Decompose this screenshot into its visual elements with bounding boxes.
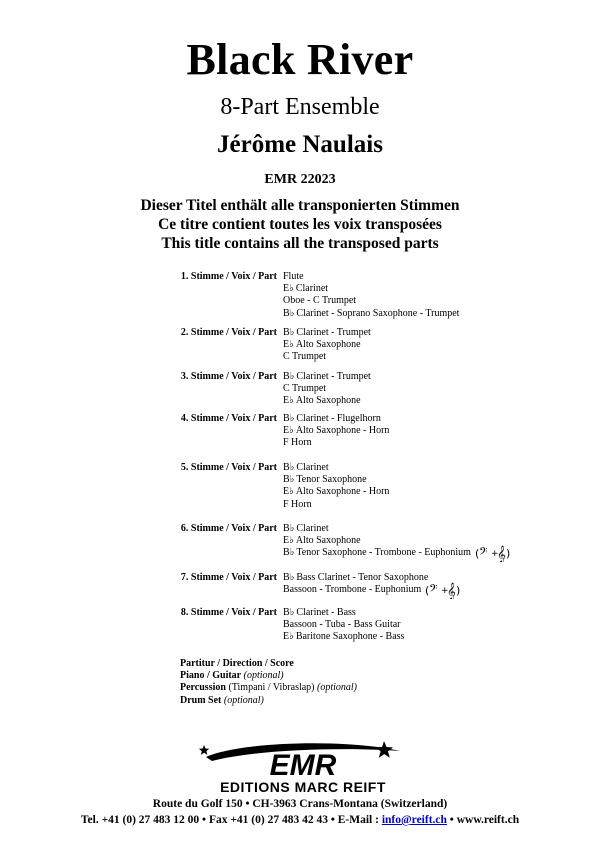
instrument-name: Bassoon - Tuba - Bass Guitar	[283, 619, 401, 631]
transposed-note-en: This title contains all the transposed parts	[161, 235, 439, 252]
instrument-name: Flute	[283, 271, 304, 282]
instrument-line	[283, 351, 371, 363]
svg-text:𝄢: 𝄢	[429, 583, 438, 599]
svg-text:𝄢: 𝄢	[478, 546, 488, 562]
piano-label: Piano / Guitar	[180, 670, 242, 682]
part-label: 3. Stimme / Voix / Part	[180, 371, 277, 382]
key-letter: E	[283, 339, 290, 351]
instrument-name: Bassoon - Trombone - Euphonium	[283, 584, 422, 596]
clef-icon	[475, 544, 511, 562]
part-label: 4. Stimme / Voix / Part	[180, 413, 277, 424]
flat-icon: ♭	[289, 607, 295, 618]
instrument-line	[283, 631, 404, 643]
svg-text:(: (	[425, 584, 430, 598]
flat-icon: ♭	[289, 283, 294, 295]
part-label: 5. Stimme / Voix / Part	[180, 462, 277, 473]
score-section	[180, 658, 357, 707]
instrument-name: Alto Saxophone	[295, 395, 361, 407]
instrument-name: C Trumpet	[283, 383, 327, 395]
instrument-line	[283, 295, 459, 307]
flat-icon: ♭	[289, 339, 294, 351]
svg-text:+: +	[490, 549, 499, 560]
instrument-name: Baritone Saxophone - Bass	[295, 631, 405, 643]
drums-label: Drum Set	[180, 694, 222, 706]
flat-icon: ♭	[289, 523, 295, 534]
part-label: 6. Stimme / Voix / Part	[180, 523, 277, 534]
instrument-line	[283, 545, 511, 563]
svg-text:(: (	[474, 547, 480, 561]
instrument-line	[283, 486, 389, 498]
instrument-name: Tenor Saxophone	[296, 474, 367, 486]
score-label: Partitur / Direction / Score	[180, 658, 294, 669]
piano-note: (optional)	[243, 670, 284, 682]
composer: Jérôme Naulais	[217, 131, 383, 158]
percussion-note: (optional)	[317, 682, 358, 694]
instrument-name: Alto Saxophone	[295, 339, 361, 351]
instrument-list	[283, 327, 371, 364]
bass-treble-clef-icon	[475, 544, 511, 562]
key-letter: E	[283, 631, 290, 643]
phone: Tel. +41 (0) 27 483 12 00	[80, 814, 200, 826]
instrument-name: F Horn	[283, 437, 312, 449]
svg-text:): )	[456, 584, 461, 598]
key-letter: E	[283, 486, 290, 498]
key-letter: B	[283, 371, 290, 382]
bass-treble-clef-icon	[425, 581, 461, 599]
key-letter: B	[283, 572, 290, 583]
logo-emr-text: EMR	[269, 749, 337, 782]
catalog-number: EMR 22023	[264, 172, 336, 187]
instrument-line	[283, 582, 461, 600]
flat-icon: ♭	[289, 307, 295, 319]
instrument-name: Clarinet - Bass	[296, 607, 356, 618]
email-link[interactable]: info@reift.ch	[381, 814, 447, 826]
key-letter: E	[283, 283, 290, 295]
instrument-line	[283, 383, 371, 395]
instrument-line	[283, 283, 459, 295]
flat-icon: ♭	[289, 572, 295, 583]
instrument-line	[283, 523, 511, 535]
svg-text:𝄞: 𝄞	[447, 582, 457, 600]
svg-text:): )	[505, 547, 511, 561]
publisher-contact: Tel. +41 (0) 27 483 12 00 • Fax +41 (0) 27 483 42 43 • E-Mail : info@reift.ch • www.reift.ch	[80, 814, 520, 826]
clef-icon	[425, 581, 461, 599]
transposed-note-fr: Ce titre contient toutes les voix transposées	[158, 216, 442, 233]
instrument-line	[283, 339, 371, 351]
flat-icon: ♭	[289, 462, 295, 473]
instrument-line	[283, 308, 459, 320]
instrument-name: Alto Saxophone - Horn	[295, 425, 390, 437]
percussion-row	[180, 682, 357, 694]
instrument-line	[283, 395, 371, 407]
instrument-name: Clarinet	[296, 523, 329, 534]
instrument-list	[283, 371, 371, 408]
key-letter: B	[283, 523, 290, 534]
flat-icon: ♭	[289, 371, 295, 382]
instrument-name: Tenor Saxophone - Trombone - Euphonium	[296, 547, 471, 559]
instrument-list	[283, 572, 461, 600]
instrument-line	[283, 371, 371, 383]
instrument-name: Oboe - C Trumpet	[283, 295, 357, 307]
instrument-line	[283, 437, 389, 449]
instrument-name: Clarinet - Soprano Saxophone - Trumpet	[296, 307, 460, 319]
logo-publisher-name: EDITIONS MARC REIFT	[220, 779, 386, 795]
instrument-name: Clarinet - Trumpet	[296, 371, 371, 382]
instrument-line	[283, 474, 389, 486]
flat-icon: ♭	[289, 425, 294, 437]
piano-row	[180, 670, 357, 682]
key-letter: E	[283, 425, 290, 437]
instrument-name: F Horn	[283, 498, 312, 510]
instrument-name: Clarinet - Flugelhorn	[296, 413, 381, 424]
key-letter: B	[283, 462, 290, 473]
drums-row	[180, 695, 357, 707]
flat-icon: ♭	[289, 547, 295, 559]
website[interactable]: www.reift.ch	[456, 814, 520, 826]
flat-icon: ♭	[289, 474, 295, 486]
fax: Fax +41 (0) 27 483 42 43	[208, 814, 328, 826]
percussion-label: Percussion	[180, 682, 226, 694]
instrument-line	[283, 271, 459, 283]
instrument-list	[283, 271, 459, 320]
svg-text:+: +	[441, 586, 449, 597]
subtitle: 8-Part Ensemble	[220, 94, 380, 120]
instrument-line	[283, 499, 389, 511]
svg-text:𝄞: 𝄞	[496, 545, 506, 563]
publisher-address: Route du Golf 150 • CH-3963 Crans-Montana (Switzerland)	[152, 798, 448, 810]
percussion-detail: (Timpani / Vibraslap)	[228, 682, 315, 694]
flat-icon: ♭	[289, 631, 294, 643]
part-label: 2. Stimme / Voix / Part	[180, 327, 277, 338]
drums-note: (optional)	[223, 694, 264, 706]
instrument-name: C Trumpet	[283, 351, 327, 363]
title: Black River	[186, 35, 414, 84]
flat-icon: ♭	[289, 486, 294, 498]
instrument-name: Clarinet - Trumpet	[296, 327, 371, 338]
flat-icon: ♭	[289, 395, 294, 407]
instrument-line	[283, 327, 371, 339]
key-letter: B	[283, 607, 290, 618]
instrument-line	[283, 607, 404, 619]
key-letter: B	[283, 474, 290, 486]
instrument-name: Clarinet	[296, 462, 329, 473]
instrument-line	[283, 425, 389, 437]
emr-logo	[198, 737, 408, 795]
instrument-line	[283, 413, 389, 425]
instrument-name: Clarinet	[295, 283, 329, 295]
instrument-name: Alto Saxophone - Horn	[295, 486, 390, 498]
key-letter: B	[283, 327, 290, 338]
score-row	[180, 658, 357, 670]
part-label: 7. Stimme / Voix / Part	[180, 572, 277, 583]
key-letter: E	[283, 395, 290, 407]
flat-icon: ♭	[289, 327, 295, 338]
part-label: 1. Stimme / Voix / Part	[180, 271, 277, 282]
part-label: 8. Stimme / Voix / Part	[180, 607, 277, 618]
key-letter: E	[283, 535, 290, 547]
flat-icon: ♭	[289, 535, 294, 547]
key-letter: B	[283, 307, 290, 319]
key-letter: B	[283, 547, 290, 559]
instrument-line	[283, 462, 389, 474]
instrument-list	[283, 523, 511, 563]
transposed-note-de: Dieser Titel enthält alle transponierten Stimmen	[140, 197, 460, 214]
instrument-name: Bass Clarinet - Tenor Saxophone	[296, 572, 429, 583]
key-letter: B	[283, 413, 290, 424]
instrument-list	[283, 607, 404, 644]
flat-icon: ♭	[289, 413, 295, 424]
instrument-list	[283, 462, 389, 511]
email-label: E-Mail :	[337, 814, 379, 826]
instrument-list	[283, 413, 389, 450]
instrument-name: Alto Saxophone	[295, 535, 361, 547]
instrument-line	[283, 619, 404, 631]
